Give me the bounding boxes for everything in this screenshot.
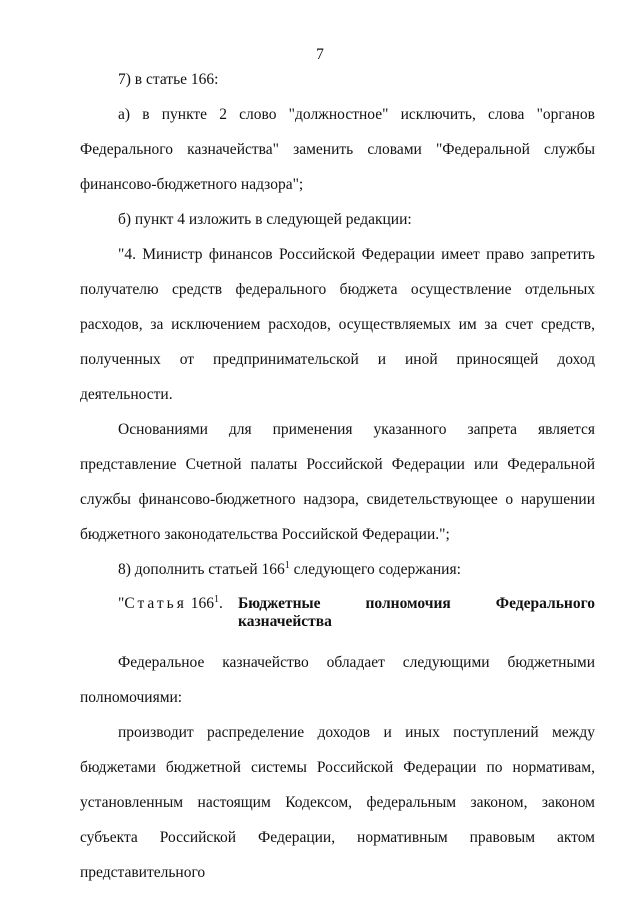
document-body (80, 62, 595, 890)
article-word: Статья (124, 595, 187, 612)
article-title-line-2: казначейства (238, 613, 332, 630)
paragraph-article-166-amendment: 7) в статье 166: (118, 71, 219, 88)
paragraph-item-8 (80, 552, 595, 587)
paragraph-treasury-powers: Федеральное казначейство обладает следующими бюджетными полномочиями: (80, 654, 595, 706)
article-label (118, 595, 223, 613)
paragraph-point-4: "4. Министр финансов Российской Федерации имеет право запретить получателю средств федерального бюджета осуществление отдельных расходов, за исключением расходов, осуществляемых им за счет средств, полученных от предпринимательской и иной приносящей доход деятельности. (80, 246, 595, 403)
article-quote: " (118, 595, 125, 612)
article-dot: . (219, 595, 223, 612)
article-number: 166 (186, 595, 215, 612)
paragraph-grounds: Основаниями для применения указанного запрета является представление Счетной палаты Российской Федерации или Федеральной службы финансово-бюджетного надзора, свидетельствующее о нарушении бюджетного законодательства Российской Федерации."; (80, 421, 595, 543)
item-8-text: 8) дополнить статьей 166 (118, 561, 285, 578)
page-number: 7 (316, 46, 324, 63)
item-8-tail: следующего содержания: (289, 561, 461, 578)
article-heading (80, 587, 595, 645)
article-title-line-1: Бюджетные полномочия Федерального (238, 595, 595, 612)
paragraph-revenue-distribution: производит распределение доходов и иных поступлений между бюджетами бюджетной системы Российской Федерации по нормативам, установленным настоящим Кодексом, федеральным законом, законом субъекта Российской Федерации, нормативным правовым актом представительного (80, 724, 595, 881)
item-8-superscript: 1 (284, 560, 290, 571)
paragraph-item-b: б) пункт 4 изложить в следующей редакции: (118, 211, 412, 228)
article-title (238, 595, 595, 631)
article-superscript: 1 (214, 594, 220, 605)
paragraph-item-a: а) в пункте 2 слово "должностное" исключить, слова "органов Федерального казначейства" заменить словами "Федеральной службы финансово-бюджетного надзора"; (80, 106, 595, 193)
